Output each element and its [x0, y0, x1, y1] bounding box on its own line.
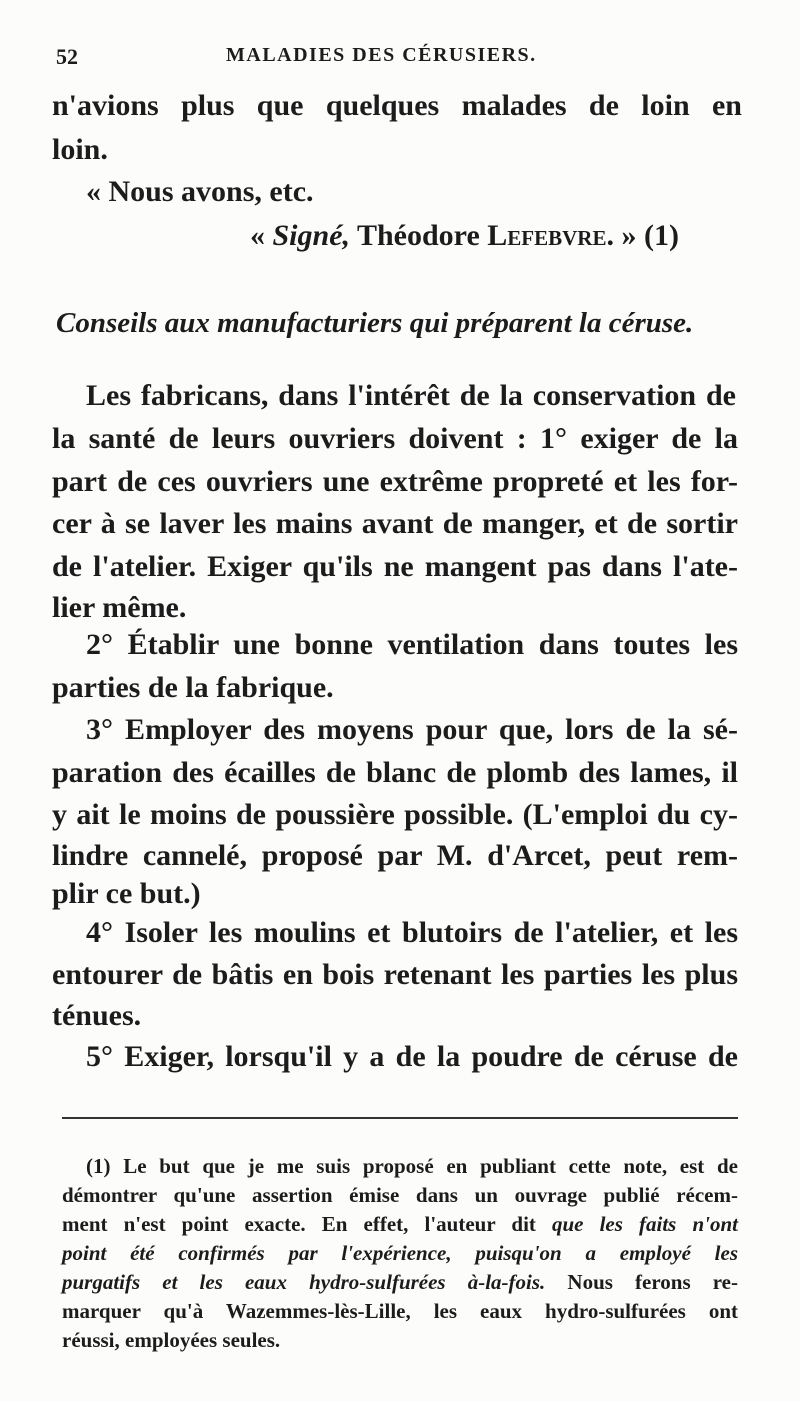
text-line: plir ce but.) [52, 877, 201, 910]
signature-line [250, 218, 679, 254]
page-number: 52 [56, 44, 78, 69]
text-line: part de ces ouvriers une extrême propreté et les for- [52, 465, 738, 498]
text-line: Les fabricans, dans l'intérêt de la conservation de [86, 379, 736, 412]
text-line: ténues. [52, 999, 142, 1032]
footnote-quote: que les faits n'ont [552, 1212, 738, 1236]
text-line: y ait le moins de poussière possible. (L'emploi du cy- [52, 798, 738, 831]
text-line: parties de la fabrique. [52, 671, 334, 704]
text-line: n'avions plus que quelques malades de loin en [52, 89, 742, 122]
footnote-text: Nous ferons re- [545, 1270, 738, 1294]
footnote-text: ment n'est point exacte. En effet, l'auteur dit [62, 1212, 552, 1236]
text-line: cer à se laver les mains avant de manger, et de sortir [52, 507, 738, 540]
footnote-line: réussi, employées seules. [62, 1328, 281, 1352]
text-line: « Nous avons, etc. [86, 175, 314, 208]
text-line: 3° Employer des moyens pour que, lors de la sé- [86, 713, 738, 746]
footnote-line: démontrer qu'une assertion émise dans un ouvrage publié récem- [62, 1183, 738, 1207]
signature-surname: Lefebvre [487, 219, 607, 252]
text-line: 4° Isoler les moulins et blutoirs de l'atelier, et les [86, 916, 738, 949]
footnote-line [62, 1211, 738, 1237]
text-line: 5° Exiger, lorsqu'il y a de la poudre de céruse de [86, 1040, 738, 1073]
footnote-rule [62, 1117, 738, 1119]
signature-open: « [250, 219, 273, 252]
text-line: lindre cannelé, proposé par M. d'Arcet, peut rem- [52, 839, 738, 872]
section-title: Conseils aux manufacturiers qui préparent la céruse. [56, 307, 694, 339]
text-line: paration des écailles de blanc de plomb des lames, il [52, 756, 738, 789]
signature-name: Théodore [350, 219, 488, 252]
text-line: 2° Établir une bonne ventilation dans toutes les [86, 628, 738, 661]
text-line: loin. [52, 133, 108, 166]
footnote-line: point été confirmés par l'expérience, puisqu'on a employé les [62, 1241, 738, 1265]
text-line: la santé de leurs ouvriers doivent : 1° exiger de la [52, 422, 738, 455]
footnote-line: marquer qu'à Wazemmes-lès-Lille, les eaux hydro-sulfurées ont [62, 1299, 738, 1323]
footnote-line: (1) Le but que je me suis proposé en publiant cette note, est de [86, 1154, 738, 1178]
text-line: entourer de bâtis en bois retenant les parties les plus [52, 958, 738, 991]
footnote-quote: purgatifs et les eaux hydro-sulfurées à-la-fois. [62, 1270, 546, 1294]
text-line: de l'atelier. Exiger qu'ils ne mangent pas dans l'ate- [52, 550, 738, 583]
footnote-line [62, 1269, 738, 1295]
running-title: MALADIES DES CÉRUSIERS. [226, 44, 537, 66]
text-line: lier même. [52, 591, 187, 624]
signature-signe: Signé, [272, 219, 351, 252]
signature-close: . » (1) [606, 219, 679, 252]
page-header [50, 44, 740, 78]
